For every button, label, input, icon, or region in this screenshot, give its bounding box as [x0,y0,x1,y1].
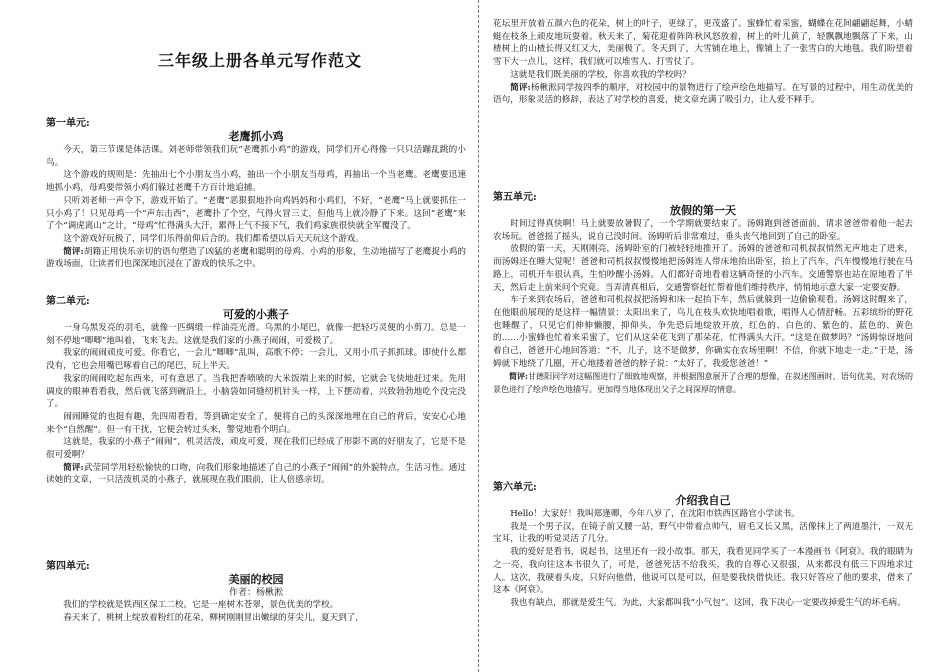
column-divider [478,0,479,672]
unit2-paragraph-1: 一身乌黑发亮的羽毛，就像一匹绸缎一样油亮光滑。乌黑的小尾巴，就像一把轻巧灵便的小剪刀。总是一刻不停地“唧唧”地叫着，飞来飞去。这就是我们家的小燕子闹闹，可爱极了。 [46,323,466,346]
unit4-continued-section [493,18,913,107]
unit5-comment-text: 甘德阳同学对这幅图进行了细致地观察，并根据图意展开了合理的想像，在叙述图画时，语句优美，对农场的景色进行了绘声绘色地描写。更加得当地体现出父子之间深厚的情意。 [493,372,913,395]
unit2-paragraph-3: 我家的闹闹吃起东西来，可有意思了。当我把香喷喷的大米饭端上来的时候，它就会飞快地赶过来。先用调皮的眼神看看我，然后就飞落到碗沿上，小脑袋如同缝纫机针头一样，上下摆动着，兴致勃勃地吃个没完没了。 [46,373,466,410]
unit4-comment-text: 杨楸淞同学按四季的顺序，对校园中的景物进行了绘声绘色地描写。在写景的过程中，用生动优美的语句，形象灵活的修辞，表达了对学校的喜爱，使文章充满了吸引力，让人爱不释手。 [493,82,913,106]
unit2-section [46,295,466,487]
unit1-title: 老鹰抓小鸡 [228,130,284,143]
unit4-paragraph-2-continued: 花坛里开放着五颜六色的花朵，树上的叶子，更绿了，更茂盛了。蜜蜂忙着采蜜，蝴蝶在花间翩翩起舞，小蜻蜓在枝条上顽皮地玩耍着。秋天来了，菊花迎着阵阵秋风怒放着，树上的叶儿黄了，轻飘飘地飘落了下来，山楂树上的山楂长得又红又大，美丽极了。冬天到了，大雪铺在地上，像铺上了一张雪白的大地毯。我们盼望着雪下大一点儿，这样，我们就可以堆雪人、打雪仗了。 [493,19,913,68]
unit1-comment-label: 简评: [63,246,84,257]
unit1-section [46,117,466,271]
unit6-paragraph-1: Hello！大家好！我叫郑逢卿，今年八岁了，在沈阳市铁西区路官小学读书。 [510,509,800,519]
unit2-paragraph-4: 闹闹睡觉的也挺有趣，先四周看看，等到确定安全了，便将自己的头深深地埋在自己的背后，安安心心地来个“自然醒”。但一有干扰，它便会转过头来，警觉地看个明白。 [46,411,466,435]
unit5-paragraph-2: 放假的第一天，天刚刚亮，汤姆卧室的门被轻轻地推开了。汤姆的爸爸和司机叔叔悄然无声地走了进来，而汤姆还在睡大觉呢！爸爸和司机叔叔慢慢地把汤姆连人带床地抬出卧室，抬上了汽车，汽车慢慢地行驶在马路上，司机开车很认真，生怕吵醒小汤姆。人们都好奇地看着这辆奇怪的小汽车。交通警察也站在原地看了半天，然后走上前来问个究竟。当弄清真相后，交通警察赶忙帮着他们维持秩序，悄悄地示意大家一定要安静。 [493,244,913,293]
unit2-comment-text: 武莹同学用轻松愉快的口吻，向我们形象地描述了自己的小燕子“闹闹”的外貌特点，生活习性。通过读她的文章，一只活泼机灵的小燕子，就展现在我们眼前，让人倍感亲切。 [46,462,466,486]
unit1-paragraph-2: 这个游戏的规则是：先抽出七个小朋友当小鸡，抽出一个小朋友当母鸡，再抽出一个当老鹰。老鹰要迅速地抓小鸡，母鸡要带领小鸡们躲过老鹰千方百计地追捕。 [46,170,466,194]
unit1-label: 第一单元: [46,118,90,129]
unit2-paragraph-5: 这就是，我家的小燕子“闹闹”，机灵活泼，顽皮可爱，现在我们已经成了形影不离的好朋友了，它是不是很可爱啊？ [46,437,466,461]
unit5-section [493,191,913,397]
unit2-comment [46,462,466,487]
unit1-paragraph-3: 只听刘老师一声令下，游戏开始了。“老鹰”恶狠狠地扑向鸡妈妈和小鸡们，不好，“老鹰”马上就要抓住一只小鸡了！只见母鸡一个“声东击西”，老鹰扑了个空，气得火冒三丈，但他马上就冷静了下来。这回“老鹰”来了个“调虎离山”之计，“母鸡”忙得满头大汗，累得上气不接下气，我们鸡家族很快就全军覆没了。 [46,195,466,232]
unit4-label: 第四单元: [46,561,90,572]
unit4-author: 作者：杨楸淞 [228,588,283,598]
unit5-paragraph-1: 时间过得真快啊！马上就要放暑假了，一个学期就要结束了。汤姆跑到爸爸面前，请求爸爸带着他一起去农场玩。爸爸摇了摇头，说自己没时间。汤姆听后非常难过，垂头丧气地回到了自己的卧室。 [493,219,913,242]
unit6-section [493,481,913,610]
unit4-paragraph-3: 这就是我们既美丽的学校，你喜欢我的学校吗？ [510,69,691,80]
unit4-comment-label: 简评: [510,82,531,93]
unit4-section [46,560,466,624]
unit4-comment [493,82,913,107]
unit6-title: 介绍我自己 [675,494,731,507]
unit5-paragraph-3: 车子来到农场后，爸爸和司机叔叔把汤姆和床一起抬下车，然后就躲到一边偷偷观看。汤姆这时醒来了，在他眼前展现的是这样一幅情景：太阳出来了，鸟儿在枝头欢快地唱着歌，唱得人心情舒畅。五彩缤纷的野花也睡醒了，只见它们伸伸懒腰，抑仰头，争先恐后地绽放开放，红色的、白色的、紫色的、蓝色的、黄色的……小蜜蜂也忙着来采蜜了，它们从这朵花飞到了那朵花，忙得满头大汗。“这是在做梦吗？”汤姆惊讶地问着自己，爸爸开心地回答道：“不，儿子，这不是做梦，你确实在农场里啊！不信，你就下地走一走。”于是，汤姆就下地绕了几圈，开心地搂着爸爸的脖子说：“太好了，我爱您爸爸！” [493,295,913,369]
unit2-paragraph-2: 我家的闹闹顽皮可爱。你看它，一会儿“唧唧”乱叫，高歌不停；一会儿，又用小爪子抓抓球。即使什么都没有，它也会用嘴巴啄着自己的尾巴，玩上半天。 [46,348,466,372]
unit6-paragraph-3: 我的爱好是看书，说起书，这里还有一段小故事。那天，我看见同学买了一本漫画书《阿衰》。我的眼睛为之一亮，我向往这本书很久了，可是，爸爸死活不给我买，我的自尊心又很强，从来都没有低三下四地求过人。这次，我硬着头皮，只好向他借，他说可以是可以，但是要我快借快还。我只好答应了他的要求，借来了这本《阿衰》。 [493,547,913,596]
unit4-paragraph-1: 我们的学校就是铁西区保工二校。它是一座树木苍翠，景色优美的学校。 [63,600,339,610]
unit6-paragraph-2: 我是一个男子汉，在镜子前又腰一站，野气中带着点帅气，眉毛又长又黑，活像抹上了两道墨汁，一双无宝耳，让我的听觉灵活了几分。 [493,521,913,545]
unit1-paragraph-1: 今天，第三节课是体活课。刘老师带领我们玩“老鹰抓小鸡”的游戏，同学们开心得像一只只活蹦乱跳的小鸟。 [46,145,466,168]
unit1-comment-text: 胡籍正用快乐亲切的语句塑造了凶猛的老鹰和聪明的母鸡、小鸡的形象，生动地描写了老鹰捉小鸡的游戏场面，让读者们也深深地沉浸在了游戏的快乐之中。 [46,246,466,270]
unit5-comment-label: 简评: [509,371,528,382]
unit6-paragraph-4: 我也有缺点，那就是爱生气。为此，大家都叫我“小气包”。这回，我下决心一定要改掉爱生气的坏毛病。 [510,597,906,608]
unit4-paragraph-2: 春天来了，桃树上绽放着粉红的花朵，柳树刚刚冒出嫩绿的芽尖儿，夏天到了， [63,612,364,623]
unit5-title: 放假的第一天 [670,204,736,217]
unit2-title: 可爱的小燕子 [223,308,289,321]
unit1-comment [46,246,466,271]
unit2-comment-label: 简评: [63,462,84,473]
unit1-paragraph-4: 这个游戏好玩极了，同学们乐得前仰后合的。我们都希望以后天天玩这个游戏。 [63,233,364,244]
unit4-title: 美丽的校园 [228,573,284,586]
unit2-label: 第二单元: [46,296,90,307]
unit5-comment [493,370,913,396]
unit5-label: 第五单元: [493,192,537,203]
unit6-label: 第六单元: [493,482,537,493]
document-title: 三年级上册各单元写作范文 [157,51,362,70]
